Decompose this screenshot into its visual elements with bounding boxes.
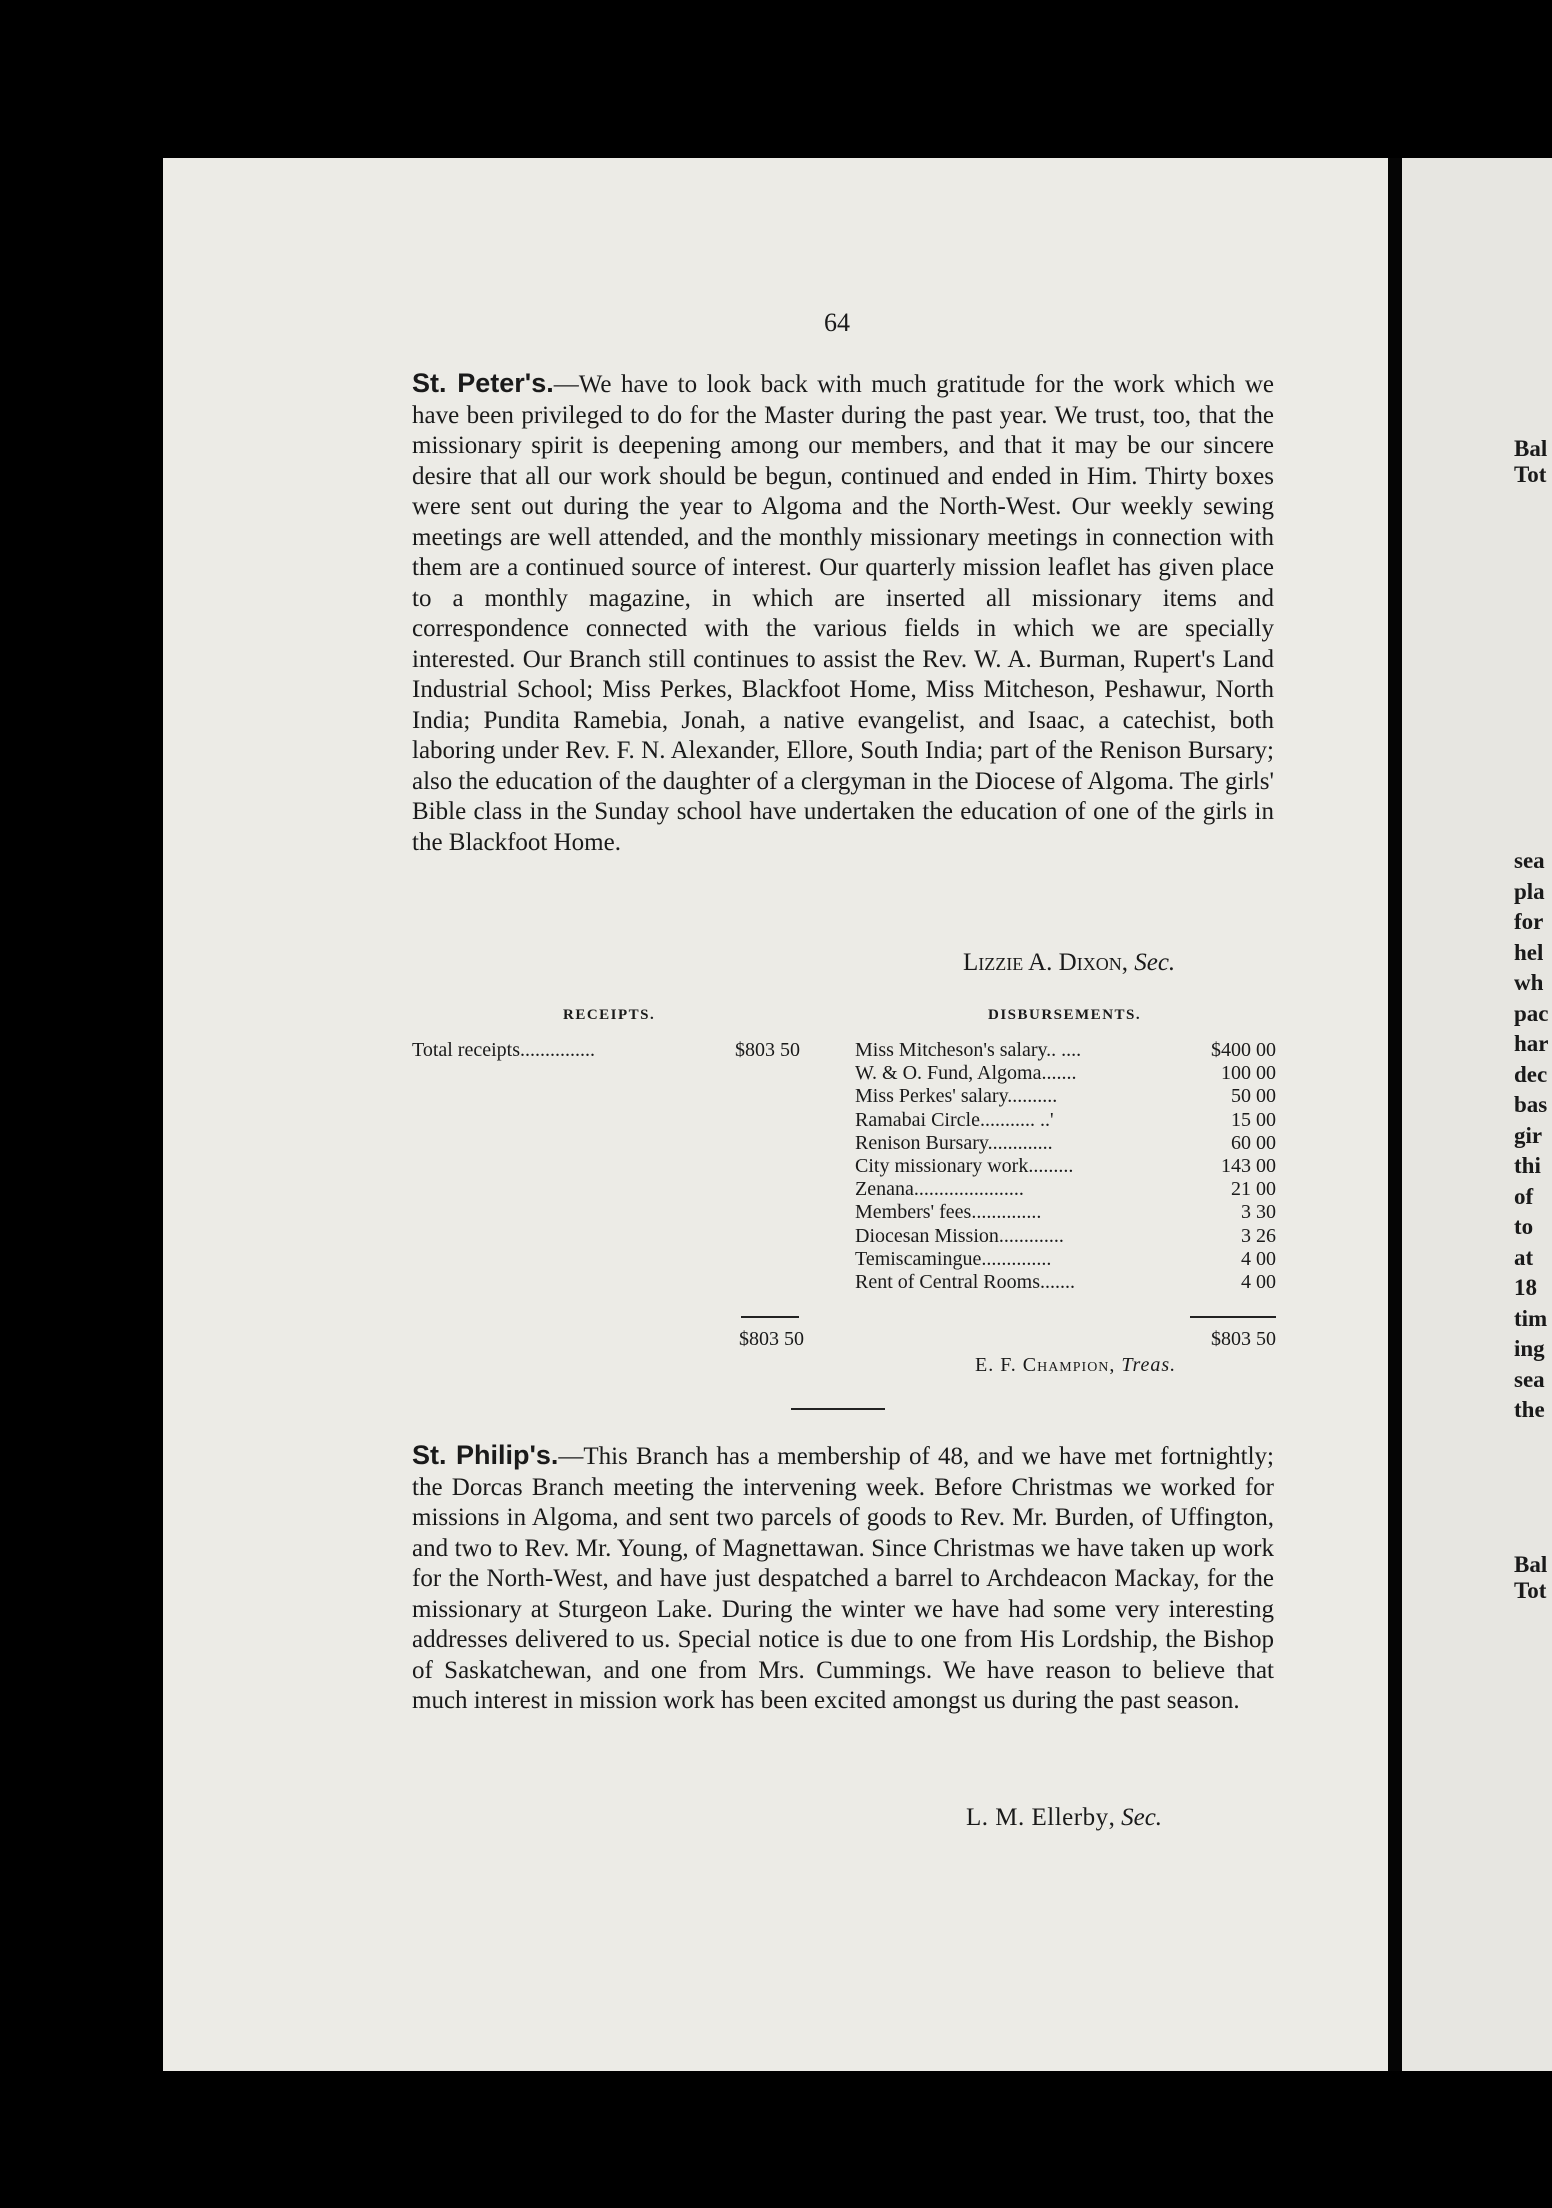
disbursements-heading: DISBURSEMENTS. xyxy=(988,1007,1142,1023)
disbursement-row-label: Ramabai Circle........... ..' xyxy=(855,1108,1054,1131)
disbursement-row-label: Renison Bursary............. xyxy=(855,1131,1053,1154)
treasurer-signature: E. F. Champion, Treas. xyxy=(975,1354,1177,1376)
next-page-fragment: ing xyxy=(1514,1336,1545,1361)
disbursement-row-amount: 3 26 xyxy=(1241,1224,1276,1247)
next-page-fragment: 18 xyxy=(1514,1275,1537,1300)
next-page-fragment: Tot xyxy=(1514,1578,1547,1603)
disbursement-row-label: W. & O. Fund, Algoma....... xyxy=(855,1062,1077,1085)
next-page-fragment: Tot xyxy=(1514,462,1547,487)
st-peters-signature: Lizzie A. Dixon, Sec. xyxy=(963,949,1176,976)
st-peters-secretary-name: Lizzie A. Dixon xyxy=(963,949,1122,976)
st-peters-heading: St. Peter's. xyxy=(412,368,554,398)
disbursement-row-label: Members' fees.............. xyxy=(855,1201,1042,1224)
receipt-row-amount: $803 50 xyxy=(735,1039,800,1061)
st-peters-text: —We have to look back with much gratitude for the work which we have been privileged to do for the Master during the past year. We trust, too, that the missionary spirit is deepening among our members, and that it may be our sincere desire that all our work should be begun, continued and ended in Him. Thirty boxes were sent out during the year to Algoma and the North-West. Our weekly sewing meetings are well attended, and the monthly missionary meetings in connection with them are a continued source of interest. Our quarterly mission leaflet has given place to a monthly magazine, in which are inserted all missionary items and correspondence connected with the various fields in which we are specially interested. Our Branch still continues to assist the Rev. W. A. Burman, Rupert's Land Industrial School; Miss Perkes, Blackfoot Home, Miss Mitcheson, Peshawur, North India; Pundita Ramebia, Jonah, a native evangelist, and Isaac, a catechist, both laboring under Rev. F. N. Alexander, Ellore, South India; part of the Renison Bursary; also the education of the daughter of a clergyman in the Diocese of Algoma. The girls' Bible class in the Sunday school have undertaken the education of one of the girls in the Blackfoot Home. xyxy=(412,371,1274,856)
next-page-fragment: to xyxy=(1514,1214,1534,1239)
st-philips-secretary-title: Sec. xyxy=(1121,1804,1163,1831)
next-page-fragment: gir xyxy=(1514,1122,1543,1148)
next-page-fragment: pla xyxy=(1514,878,1545,904)
next-page-fragment: the xyxy=(1514,1397,1545,1422)
next-page-fragment: bas xyxy=(1514,1092,1548,1117)
st-peters-paragraph xyxy=(412,368,1274,858)
disbursement-row-label: Diocesan Mission............. xyxy=(855,1224,1064,1247)
disbursement-row-amount: 100 00 xyxy=(1221,1062,1276,1085)
disbursement-row-amount: $400 00 xyxy=(1211,1039,1276,1061)
next-page-fragment: tim xyxy=(1514,1305,1548,1331)
disbursement-row-amount: 3 30 xyxy=(1241,1201,1276,1224)
disbursement-row-amount: 15 00 xyxy=(1231,1108,1276,1131)
disbursement-row-amount: 21 00 xyxy=(1231,1178,1276,1201)
st-peters-secretary-title: Sec. xyxy=(1134,949,1176,976)
next-page-fragment: of xyxy=(1514,1183,1534,1209)
st-philips-heading: St. Philip's. xyxy=(412,1440,559,1470)
treasurer-title: Treas. xyxy=(1121,1354,1177,1376)
disbursement-row-amount: 50 00 xyxy=(1231,1085,1276,1108)
next-page-fragment: pac xyxy=(1514,1000,1549,1026)
next-page-fragment: har xyxy=(1514,1031,1549,1056)
next-page-fragment: dec xyxy=(1514,1061,1548,1087)
receipts-heading: RECEIPTS. xyxy=(563,1007,656,1023)
disbursement-row-label: Miss Mitcheson's salary.. .... xyxy=(855,1039,1082,1061)
disbursement-row-label: Rent of Central Rooms....... xyxy=(855,1271,1075,1293)
treasurer-name: E. F. Champion xyxy=(975,1354,1110,1376)
st-philips-signature: L. M. Ellerby, Sec. xyxy=(966,1804,1163,1831)
next-page-fragment: Bal xyxy=(1514,1552,1548,1577)
receipts-sum-rule xyxy=(741,1316,799,1318)
disbursement-row-label: Miss Perkes' salary.......... xyxy=(855,1085,1058,1108)
st-philips-text: —This Branch has a membership of 48, and we have met fortnightly; the Dorcas Branch meeting the intervening week. Before Christmas we worked for missions in Algoma, and sent two parcels of goods to Rev. Mr. Burden, of Uffington, and two to Rev. Mr. Young, of Magnettawan. Since Christmas we have taken up work for the North-West, and have just despatched a barrel to Archdeacon Mackay, for the missionary at Sturgeon Lake. During the winter we have had some very interesting addresses delivered to us. Special notice is due to one from His Lordship, the Bishop of Saskatchewan, and one from Mrs. Cummings. We have reason to believe that much interest in mission work has been excited amongst us during the past season. xyxy=(412,1443,1274,1714)
book-gutter xyxy=(1388,158,1402,2071)
page-number: 64 xyxy=(824,308,850,337)
next-page-fragment: hel xyxy=(1514,939,1544,965)
disbursement-row-amount: 4 00 xyxy=(1241,1271,1276,1293)
next-page-fragment: wh xyxy=(1514,970,1544,995)
next-page-fragment: thi xyxy=(1514,1153,1541,1178)
next-page-fragment: for xyxy=(1514,909,1544,934)
disbursements-sum-rule xyxy=(1190,1316,1276,1318)
disbursement-row-amount: 143 00 xyxy=(1221,1155,1276,1177)
disbursements-total: $803 50 xyxy=(1211,1328,1276,1350)
receipt-row-label: Total receipts............... xyxy=(412,1039,595,1061)
section-divider xyxy=(791,1408,885,1410)
receipts-total: $803 50 xyxy=(739,1328,804,1350)
next-page-fragment: sea xyxy=(1514,1366,1545,1392)
disbursement-row-amount: 4 00 xyxy=(1241,1247,1276,1270)
next-page-fragment: at xyxy=(1514,1244,1534,1270)
st-philips-paragraph xyxy=(412,1440,1274,1717)
disbursement-row-amount: 60 00 xyxy=(1231,1131,1276,1154)
st-philips-secretary-name: L. M. Ellerby xyxy=(966,1804,1109,1831)
disbursement-row-label: City missionary work......... xyxy=(855,1155,1074,1177)
next-page-fragment: Bal xyxy=(1514,436,1548,461)
disbursement-row-label: Zenana...................... xyxy=(855,1178,1024,1201)
disbursement-row-label: Temiscamingue.............. xyxy=(855,1247,1052,1270)
next-page-fragment: sea xyxy=(1514,848,1545,873)
